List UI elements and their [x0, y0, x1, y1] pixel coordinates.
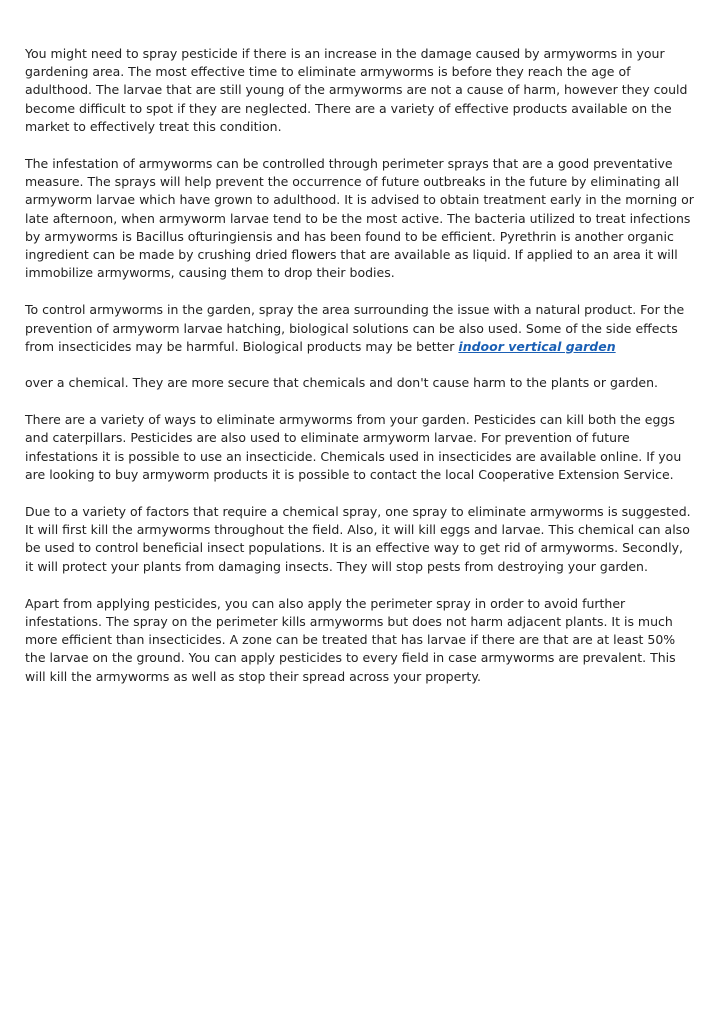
article-body: [25, 45, 695, 705]
paragraph-5: There are a variety of ways to eliminate armyworms from your garden. Pesticides can kill both the eggs and caterpillars. Pesticides are also used to eliminate armyworm larvae. For prevention of future infestations it is possible to use an insecticide. Chemicals used in insecticides are available online. If you are looking to buy armyworm products it is possible to contact the local Cooperative Extension Service.: [25, 412, 682, 482]
paragraph-7: Apart from applying pesticides, you can also apply the perimeter spray in order to avoid further infestations. The spray on the perimeter kills armyworms but does not harm adjacent plants. It is much more efficient than insecticides. A zone can be treated that has larvae if there are that are at least 50% the larvae on the ground. You can apply pesticides to every field in case armyworms are prevalent. This will kill the armyworms as well as stop their spread across your property.: [25, 595, 676, 684]
paragraph-4: over a chemical. They are more secure that chemicals and don't cause harm to the plants or garden.: [25, 375, 659, 391]
paragraph-1: You might need to spray pesticide if there is an increase in the damage caused by armyworms in your gardening area. The most effective time to eliminate armyworms is before they reach the age of adulthood. The larvae that are still young of the armyworms are not a cause of harm, however they could become difficult to spot if they are neglected. There are a variety of effective products available on the market to effectively treat this condition.: [25, 46, 688, 134]
paragraph-2: The infestation of armyworms can be controlled through perimeter sprays that are a good preventative measure. The sprays will help prevent the occurrence of future outbreaks in the future by eliminating all armyworm larvae which have grown to adulthood. It is advised to obtain treatment early in the morning or late afternoon, when armyworm larvae tend to be the most active. The bacteria utilized to treat infections by armyworms is Bacillus ofturingiensis and has been found to be efficient. Pyrethrin is another organic ingredient can be made by crushing dried flowers that are available as liquid. If applied to an area it will immobilize armyworms, causing them to drop their bodies.: [25, 156, 694, 281]
paragraph-6: Due to a variety of factors that require a chemical spray, one spray to eliminate armyworms is suggested. It will first kill the armyworms throughout the field. Also, it will kill eggs and larvae. This chemical can also be used to control beneficial insect populations. It is an effective way to get rid of armyworms. Secondly, it will protect your plants from damaging insects. They will stop pests from destroying your garden.: [25, 504, 691, 574]
paragraph-3: [25, 301, 695, 356]
indoor-vertical-garden-link[interactable]: indoor vertical garden: [458, 338, 616, 354]
paragraph-3-text: To control armyworms in the garden, spray the area surrounding the issue with a natural product. For the prevention of armyworm larvae hatching, biological solutions can be also used. Some of the side effects from insecticides may be harmful. Biological products may be better: [25, 302, 685, 354]
